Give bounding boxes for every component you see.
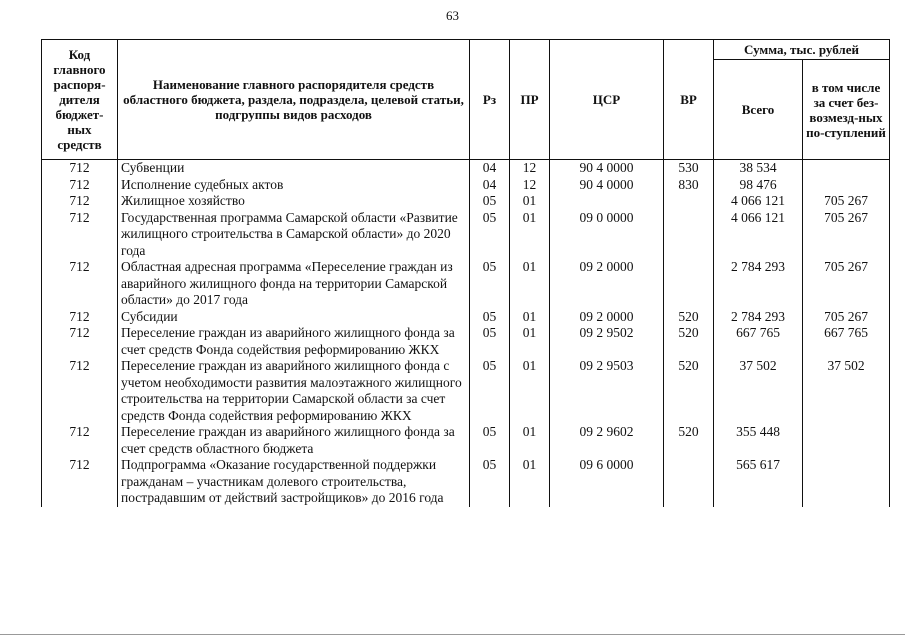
cell-code: 712 bbox=[42, 424, 118, 457]
cell-csr: 09 2 9602 bbox=[550, 424, 664, 457]
cell-grants bbox=[803, 177, 890, 194]
table-row bbox=[42, 325, 890, 358]
cell-rz: 05 bbox=[470, 193, 510, 210]
cell-vr bbox=[664, 259, 714, 309]
cell-rz: 05 bbox=[470, 325, 510, 358]
cell-total: 355 448 bbox=[714, 424, 803, 457]
header-rz: Рз bbox=[470, 40, 510, 160]
cell-name: Переселение граждан из аварийного жилищного фонда за счет средств Фонда содействия реформированию ЖКХ bbox=[118, 325, 470, 358]
table-row bbox=[42, 424, 890, 457]
header-csr: ЦСР bbox=[550, 40, 664, 160]
cell-grants: 705 267 bbox=[803, 259, 890, 309]
table-row bbox=[42, 177, 890, 194]
table-row bbox=[42, 358, 890, 424]
cell-pr: 01 bbox=[510, 210, 550, 260]
header-name: Наименование главного распорядителя средств областного бюджета, раздела, подраздела, целевой статьи, подгруппы видов расходов bbox=[118, 40, 470, 160]
cell-rz: 04 bbox=[470, 177, 510, 194]
cell-csr bbox=[550, 193, 664, 210]
cell-name: Субсидии bbox=[118, 309, 470, 326]
cell-pr: 01 bbox=[510, 309, 550, 326]
cell-rz: 05 bbox=[470, 424, 510, 457]
cell-csr: 09 6 0000 bbox=[550, 457, 664, 507]
table-row bbox=[42, 193, 890, 210]
cell-vr: 520 bbox=[664, 325, 714, 358]
cell-vr: 520 bbox=[664, 309, 714, 326]
cell-csr: 09 2 0000 bbox=[550, 259, 664, 309]
cell-code: 712 bbox=[42, 457, 118, 507]
cell-grants bbox=[803, 457, 890, 507]
table-body bbox=[42, 160, 890, 507]
cell-rz: 05 bbox=[470, 457, 510, 507]
cell-csr: 09 2 9503 bbox=[550, 358, 664, 424]
budget-table bbox=[41, 39, 890, 507]
header-grants: в том числе за счет без-возмезд-ных по-ступлений bbox=[803, 60, 890, 160]
cell-total: 2 784 293 bbox=[714, 259, 803, 309]
cell-vr: 530 bbox=[664, 160, 714, 177]
cell-name: Государственная программа Самарской области «Развитие жилищного строительства в Самарской области» до 2020 года bbox=[118, 210, 470, 260]
cell-rz: 05 bbox=[470, 210, 510, 260]
table-row bbox=[42, 259, 890, 309]
cell-pr: 01 bbox=[510, 325, 550, 358]
cell-grants bbox=[803, 424, 890, 457]
cell-grants bbox=[803, 160, 890, 177]
header-code: Код главного распоря-дителя бюджет-ных средств bbox=[42, 40, 118, 160]
cell-vr bbox=[664, 457, 714, 507]
cell-vr bbox=[664, 210, 714, 260]
cell-vr: 830 bbox=[664, 177, 714, 194]
cell-rz: 05 bbox=[470, 358, 510, 424]
scan-edge-line bbox=[0, 634, 905, 635]
cell-code: 712 bbox=[42, 325, 118, 358]
cell-name: Субвенции bbox=[118, 160, 470, 177]
cell-total: 4 066 121 bbox=[714, 193, 803, 210]
cell-csr: 09 2 9502 bbox=[550, 325, 664, 358]
table-header bbox=[42, 40, 890, 160]
cell-grants: 705 267 bbox=[803, 210, 890, 260]
header-pr: ПР bbox=[510, 40, 550, 160]
cell-total: 4 066 121 bbox=[714, 210, 803, 260]
cell-pr: 01 bbox=[510, 259, 550, 309]
cell-total: 565 617 bbox=[714, 457, 803, 507]
cell-rz: 05 bbox=[470, 259, 510, 309]
cell-total: 98 476 bbox=[714, 177, 803, 194]
cell-total: 2 784 293 bbox=[714, 309, 803, 326]
cell-grants: 705 267 bbox=[803, 193, 890, 210]
cell-code: 712 bbox=[42, 160, 118, 177]
cell-pr: 01 bbox=[510, 457, 550, 507]
cell-name: Переселение граждан из аварийного жилищного фонда за счет средств областного бюджета bbox=[118, 424, 470, 457]
cell-name: Исполнение судебных актов bbox=[118, 177, 470, 194]
cell-name: Жилищное хозяйство bbox=[118, 193, 470, 210]
cell-total: 38 534 bbox=[714, 160, 803, 177]
table-row bbox=[42, 457, 890, 507]
cell-csr: 90 4 0000 bbox=[550, 160, 664, 177]
cell-pr: 01 bbox=[510, 193, 550, 210]
header-vr: ВР bbox=[664, 40, 714, 160]
cell-code: 712 bbox=[42, 358, 118, 424]
cell-pr: 01 bbox=[510, 424, 550, 457]
cell-grants: 705 267 bbox=[803, 309, 890, 326]
cell-code: 712 bbox=[42, 177, 118, 194]
cell-code: 712 bbox=[42, 309, 118, 326]
cell-total: 667 765 bbox=[714, 325, 803, 358]
cell-csr: 09 2 0000 bbox=[550, 309, 664, 326]
header-sum-group: Сумма, тыс. рублей bbox=[714, 40, 890, 60]
page-number: 63 bbox=[446, 8, 459, 23]
cell-name: Подпрограмма «Оказание государственной поддержки гражданам – участникам долевого строительства, пострадавшим от действий застройщиков» до 2016 года bbox=[118, 457, 470, 507]
cell-rz: 05 bbox=[470, 309, 510, 326]
cell-total: 37 502 bbox=[714, 358, 803, 424]
cell-pr: 12 bbox=[510, 177, 550, 194]
cell-code: 712 bbox=[42, 210, 118, 260]
table-row bbox=[42, 309, 890, 326]
cell-name: Переселение граждан из аварийного жилищного фонда с учетом необходимости развития малоэтажного жилищного строительства на территории Самарской области за счет средств Фонда содействия реформированию ЖКХ bbox=[118, 358, 470, 424]
header-total: Всего bbox=[714, 60, 803, 160]
cell-grants: 37 502 bbox=[803, 358, 890, 424]
cell-vr bbox=[664, 193, 714, 210]
cell-name: Областная адресная программа «Переселение граждан из аварийного жилищного фонда на территории Самарской области» до 2017 года bbox=[118, 259, 470, 309]
cell-pr: 12 bbox=[510, 160, 550, 177]
cell-code: 712 bbox=[42, 193, 118, 210]
cell-grants: 667 765 bbox=[803, 325, 890, 358]
cell-vr: 520 bbox=[664, 424, 714, 457]
cell-pr: 01 bbox=[510, 358, 550, 424]
cell-csr: 09 0 0000 bbox=[550, 210, 664, 260]
cell-rz: 04 bbox=[470, 160, 510, 177]
cell-vr: 520 bbox=[664, 358, 714, 424]
table-row bbox=[42, 160, 890, 177]
cell-code: 712 bbox=[42, 259, 118, 309]
cell-csr: 90 4 0000 bbox=[550, 177, 664, 194]
table-row bbox=[42, 210, 890, 260]
